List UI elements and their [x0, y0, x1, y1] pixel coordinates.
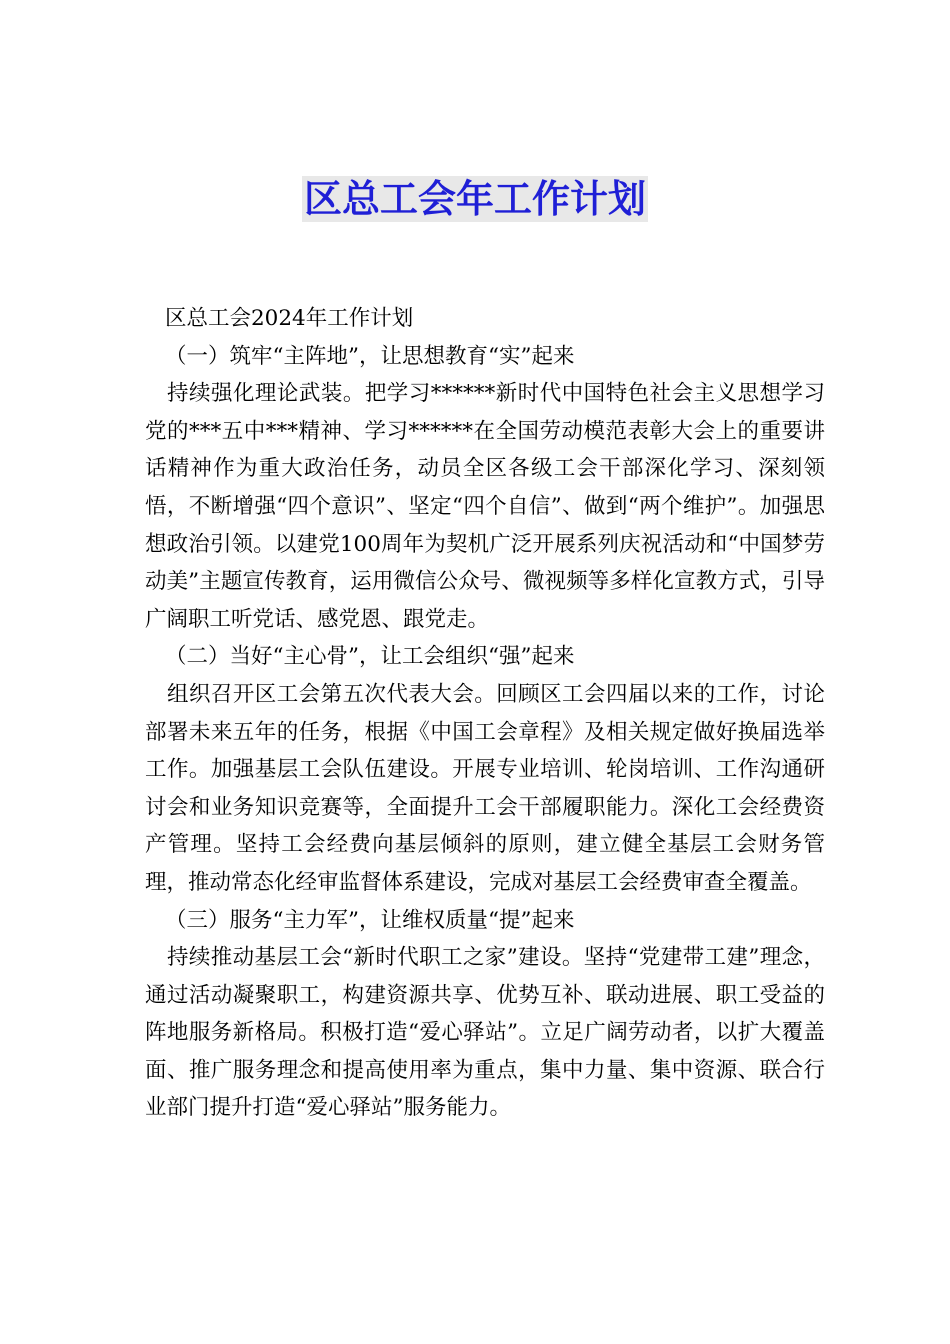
- document-subtitle: 区总工会2024年工作计划: [165, 306, 414, 331]
- section-heading-2: （二）当好“主心骨”，让工会组织“强”起来: [165, 644, 575, 670]
- section-heading-1: （一）筑牢“主阵地”，让思想教育“实”起来: [165, 343, 575, 369]
- section-paragraph-2: 组织召开区工会第五次代表大会。回顾区工会四届以来的工作，讨论部署未来五年的任务，根据《中国工会章程》及相关规定做好换届选举工作。加强基层工会队伍建设。开展专业培训、轮岗培训、工作沟通研讨会和业务知识竞赛等，全面提升工会干部履职能力。深化工会经费资产管理。坚持工会经费向基层倾斜的原则，建立健全基层工会财务管理，推动常态化经审监督体系建设，完成对基层工会经费审查全覆盖。: [145, 681, 825, 895]
- title-container: [0, 176, 950, 222]
- section-paragraph-3: 持续推动基层工会“新时代职工之家”建设。坚持“党建带工建”理念，通过活动凝聚职工，构建资源共享、优势互补、联动进展、职工受益的阵地服务新格局。积极打造“爱心驿站”。立足广阔劳动者，以扩大覆盖面、推广服务理念和提高使用率为重点，集中力量、集中资源、联合行业部门提升打造“爱心驿站”服务能力。: [145, 945, 825, 1121]
- document-body: [145, 300, 825, 1127]
- document-title: 区总工会年工作计划: [303, 177, 646, 221]
- section-heading-3: （三）服务“主力军”，让维权质量“提”起来: [165, 907, 575, 933]
- section-paragraph-1: 持续强化理论武装。把学习******新时代中国特色社会主义思想学习党的***五中***精神、学习******在全国劳动模范表彰大会上的重要讲话精神作为重大政治任务，动员全区各级工会干部深化学习、深刻领悟，不断增强“四个意识”、坚定“四个自信”、做到“两个维护”。加强思想政治引领。以建党100周年为契机广泛开展系列庆祝活动和“中国梦劳动美”主题宣传教育，运用微信公众号、微视频等多样化宣教方式，引导广阔职工听党话、感党恩、跟党走。: [145, 381, 825, 632]
